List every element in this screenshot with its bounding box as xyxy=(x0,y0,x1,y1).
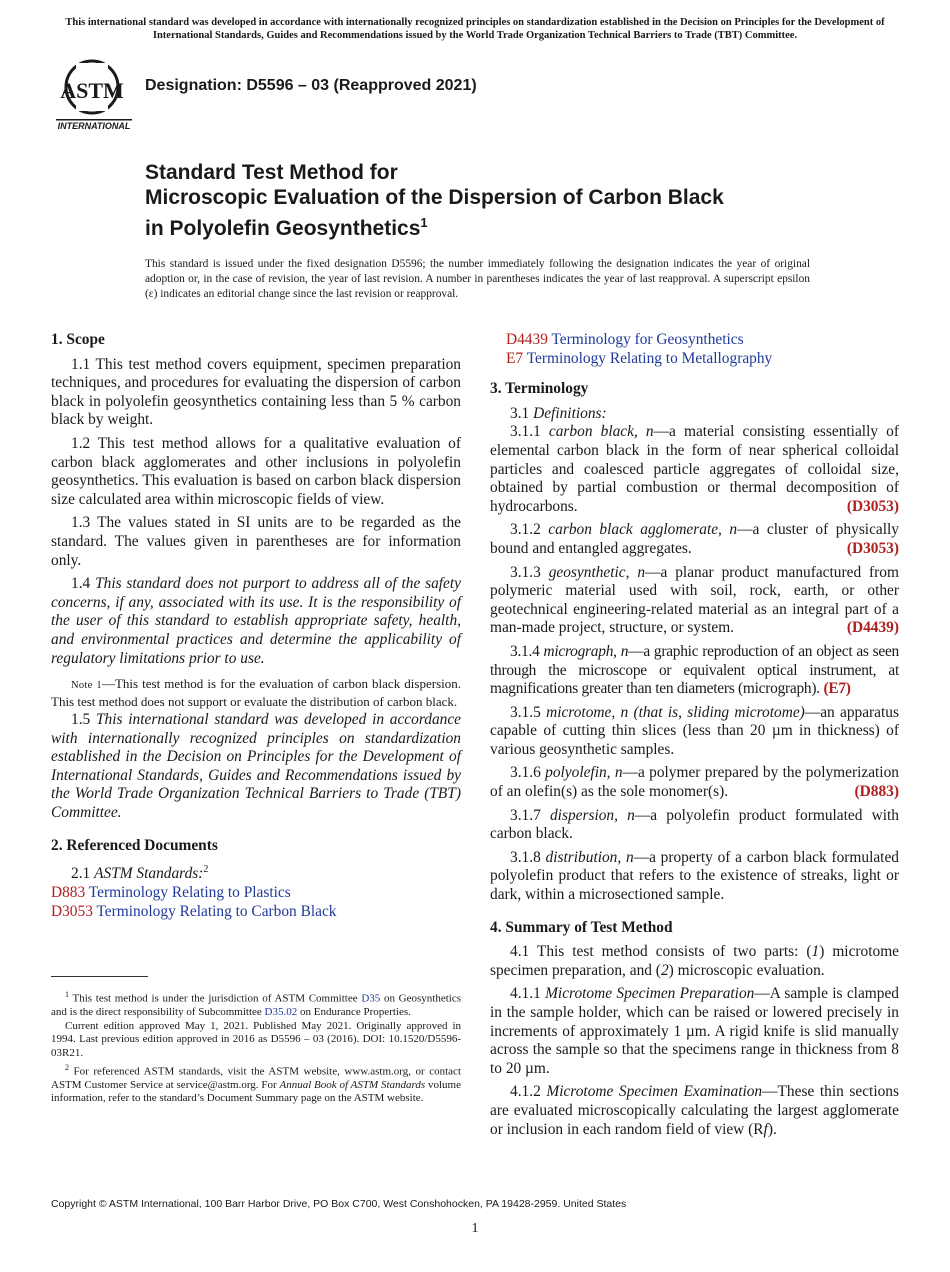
definition-ref-link[interactable]: (D883) xyxy=(854,783,899,801)
footnotes xyxy=(51,988,461,1106)
reference-item[interactable] xyxy=(51,884,461,903)
summary-heading: 4. Summary of Test Method xyxy=(490,918,673,936)
reference-title-link[interactable]: Terminology for Geosynthetics xyxy=(551,331,744,348)
scope-heading: 1. Scope xyxy=(51,331,105,348)
title-footnote-mark: 1 xyxy=(420,215,428,230)
paragraph-1-2: 1.2 This test method allows for a qualitative evaluation of carbon black agglomerates and other inclusions in polyolefin geosynthetics. This evaluation is based on carbon black dispersion size calculated area within microscopic fields of view. xyxy=(51,434,461,508)
committee-link[interactable]: D35 xyxy=(361,992,381,1005)
definition-3-1-7: 3.1.7 dispersion, n—a polyolefin product formulated with carbon black. xyxy=(490,806,899,843)
reference-title-link[interactable]: Terminology Relating to Plastics xyxy=(88,883,291,901)
wto-notice: This international standard was developed in accordance with internationally recognized principles on standardization established in the Decision on Principles for the Development of International Standards, Guides and Recommendations issued by the World Trade Organization Technical Barriers to Trade (TBT) Committee. xyxy=(65,17,885,41)
paragraph-3-1: 3.1 Definitions: xyxy=(510,404,607,422)
footnote-1: $^1$ This test method is under the jurisdiction of ASTM Committee D35 on Geosynthetics and is the direct responsibility of Subcommittee D35.02 on Endurance Properties. xyxy=(51,990,461,1019)
svg-text:ASTM: ASTM xyxy=(60,78,124,103)
document-title xyxy=(145,160,845,241)
definition-ref-link[interactable]: (E7) xyxy=(823,680,851,698)
reference-title-link[interactable]: Terminology Relating to Carbon Black xyxy=(96,902,337,920)
definition-ref-link[interactable]: (D3053) xyxy=(846,497,899,515)
copyright-notice: Copyright © ASTM International, 100 Barr Harbor Drive, PO Box C700, West Conshohocken, PA 19428-2959. United States xyxy=(51,1198,627,1210)
definition-3-1-4: 3.1.4 micrograph, n—a graphic reproduction of an object as seen through the microscope or equivalent optical instrument, at magnifications greater than ten diameters (micrograph). (E7) xyxy=(490,642,899,698)
left-column xyxy=(51,331,461,921)
footnote-edition: Current edition approved May 1, 2021. Published May 2021. Originally approved in 1994. Last previous edition approved in 2016 as D5596 – 03 (2016). DOI: 10.1520/D5596-03R21. xyxy=(51,1019,461,1060)
title-line-1: Standard Test Method for xyxy=(145,161,398,184)
reference-title-link[interactable]: Terminology Relating to Metallography xyxy=(526,349,773,367)
paragraph-4-1-2: 4.1.2 Microtome Specimen Examination—These thin sections are evaluated microscopically calculating the largest agglomerate or inclusion in each random field of view (Rf). xyxy=(490,1083,899,1138)
svg-text:INTERNATIONAL: INTERNATIONAL xyxy=(57,121,131,131)
reference-code[interactable]: D4439 xyxy=(506,331,548,348)
definition-3-1-2: 3.1.2 carbon black agglomerate, n—a cluster of physically bound and entangled aggregates. (D3053) xyxy=(490,521,899,557)
definition-3-1-6: 3.1.6 polyolefin, n—a polymer prepared by the polymerization of an olefin(s) as the sole monomer(s). (D883) xyxy=(490,764,899,801)
definition-ref-link[interactable]: (D4439) xyxy=(846,619,899,637)
title-line-3: in Polyolefin Geosynthetics$^1$ xyxy=(145,215,428,240)
reference-code[interactable]: E7 xyxy=(506,349,524,367)
terminology-heading: 3. Terminology xyxy=(490,380,589,398)
paragraph-1-4: 1.4 This standard does not purport to address all of the safety concerns, if any, associated with its use. It is the responsibility of the user of this standard to establish appropriate safety, health, and environmental practices and determine the applicability of regulatory limitations prior to use. xyxy=(51,575,461,667)
paragraph-1-5: 1.5 This international standard was developed in accordance with internationally recognized principles on standardization established in the Decision on Principles for the Development of International Standards, Guides and Recommendations issued by the World Trade Organization Technical Barriers to Trade (TBT) Committee. xyxy=(51,711,461,822)
designation: Designation: D5596 – 03 (Reapproved 2021) xyxy=(145,77,477,94)
reference-item[interactable] xyxy=(51,903,461,922)
definition-ref-link[interactable]: (D3053) xyxy=(846,539,899,557)
paragraph-1-1: 1.1 This test method covers equipment, specimen preparation techniques, and procedures for evaluating the dispersion of carbon black in polyolefin geosynthetics containing less than 5 % carbon black by weight. xyxy=(51,355,461,429)
definition-3-1-5: 3.1.5 microtome, n (that is, sliding microtome)—an apparatus capable of cutting thin slices (less than 20 µm in thickness) of various geosynthetic samples. xyxy=(490,703,899,758)
astm-logo-icon xyxy=(52,55,136,133)
reference-code[interactable]: D3053 xyxy=(51,902,93,920)
paragraph-2-1: 2.1 ASTM Standards:$^2$ xyxy=(71,864,209,883)
paragraph-4-1: 4.1 This test method consists of two parts: (1) microtome specimen preparation, and (2) microscopic evaluation. xyxy=(490,943,899,979)
definition-3-1-1: 3.1.1 carbon black, n—a material consisting essentially of elemental carbon black in the form of near spherical colloidal particles and coalesced particle aggregates of colloidal size, obtained by partial combustion or thermal decomposition of hydrocarbons. (D3053) xyxy=(490,423,899,515)
definition-3-1-8: 3.1.8 distribution, n—a property of a carbon black formulated polyolefin product that refers to the existence of streaks, light or dark, within a microsectioned sample. xyxy=(490,848,899,904)
note-label: Note 1 xyxy=(71,680,102,692)
issuance-statement: This standard is issued under the fixed designation D5596; the number immediately following the designation indicates the year of original adoption or, in the case of revision, the year of last revision. A number in parentheses indicates the year of last reapproval. A superscript epsilon (ε) indicates an editorial change since the last revision or reapproval. xyxy=(145,258,810,300)
definition-3-1-3: 3.1.3 geosynthetic, n—a planar product manufactured from polymeric material used with soil, rock, earth, or other geotechnical engineering-related material as an integral part of a man-made project, structure, or system. (D4439) xyxy=(490,563,899,637)
subcommittee-link[interactable]: D35.02 xyxy=(264,1006,298,1019)
reference-code[interactable]: D883 xyxy=(51,883,86,901)
right-column xyxy=(490,331,899,1144)
note-1: Note 1—This test method is for the evaluation of carbon black dispersion. This test method does not support or evaluate the distribution of carbon black. xyxy=(51,676,461,709)
title-line-2: Microscopic Evaluation of the Dispersion of Carbon Black xyxy=(145,186,724,209)
reference-item[interactable] xyxy=(490,331,899,350)
page-number: 1 xyxy=(471,1221,479,1236)
reference-item[interactable] xyxy=(490,350,899,369)
paragraph-4-1-1: 4.1.1 Microtome Specimen Preparation—A sample is clamped in the sample holder, which can be raised or lowered precisely in increments of approximately 1 µm. A rigid knife is slid manually across the sample so that the specimens range in thickness from 8 to 20 µm. xyxy=(490,985,899,1077)
footnote-divider xyxy=(51,976,148,977)
paragraph-1-3: 1.3 The values stated in SI units are to be regarded as the standard. The values given in parentheses are for information only. xyxy=(51,514,461,569)
footnote-2: $^2$ For referenced ASTM standards, visit the ASTM website, www.astm.org, or contact ASTM Customer Service at service@astm.org. For Annual Book of ASTM Standards volume information, refer to the standard’s Document Summary page on the ASTM website. xyxy=(51,1062,461,1105)
referenced-documents-heading: 2. Referenced Documents xyxy=(51,836,218,854)
